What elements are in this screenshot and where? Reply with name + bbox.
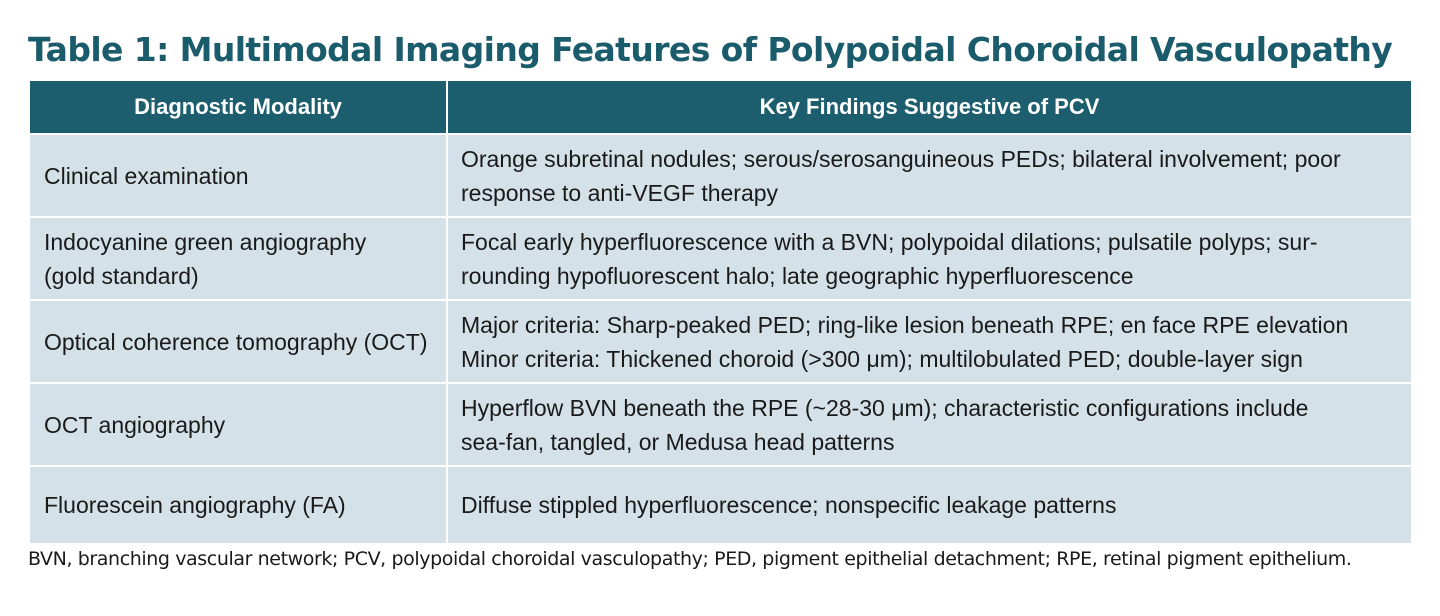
cell-text: Clinical examination (44, 162, 249, 189)
table-header-row (29, 80, 1412, 134)
modality-cell (29, 217, 447, 300)
table-row (29, 466, 1412, 544)
modality-cell (29, 300, 447, 383)
modality-cell (29, 383, 447, 466)
modality-cell (29, 134, 447, 217)
modality-cell (29, 466, 447, 544)
table-row (29, 217, 1412, 300)
findings-cell (447, 134, 1412, 217)
findings-cell (447, 383, 1412, 466)
cell-text: rounding hypofluorescent halo; late geographic hyperfluorescence (461, 262, 1134, 289)
findings-cell (447, 217, 1412, 300)
cell-text: Diffuse stippled hyperfluorescence; nonspecific leakage patterns (461, 492, 1117, 518)
cell-text: Fluorescein angiography (FA) (44, 492, 346, 518)
cell-text: Minor criteria: Thickened choroid (>300 μm); multilobulated PED; double-layer sign (461, 345, 1303, 372)
cell-text: Hyperflow BVN beneath the RPE (~28-30 μm); characteristic configurations include (461, 394, 1309, 421)
table-row (29, 134, 1412, 217)
cell-text: OCT angiography (44, 411, 226, 438)
column-header-modality: Diagnostic Modality (29, 80, 447, 134)
cell-text: (gold standard) (44, 262, 199, 289)
findings-cell (447, 466, 1412, 544)
table-row (29, 383, 1412, 466)
cell-text: Focal early hyperfluorescence with a BVN; polypoidal dilations; pulsatile polyps; sur- (461, 228, 1318, 255)
table-row (29, 300, 1412, 383)
findings-cell (447, 300, 1412, 383)
column-header-findings: Key Findings Suggestive of PCV (447, 80, 1412, 134)
cell-text: Orange subretinal nodules; serous/serosanguineous PEDs; bilateral involvement; poor (461, 145, 1341, 172)
cell-text: Major criteria: Sharp-peaked PED; ring-like lesion beneath RPE; en face RPE elevation (461, 311, 1349, 338)
cell-text: response to anti-VEGF therapy (461, 179, 779, 206)
table-footnote: BVN, branching vascular network; PCV, polypoidal choroidal vasculopathy; PED, pigment epithelial detachment; RPE, retinal pigment epithelium. (28, 548, 1352, 570)
imaging-features-table (28, 79, 1413, 545)
cell-text: Indocyanine green angiography (44, 228, 367, 255)
table-title: Table 1: Multimodal Imaging Features of Polypoidal Choroidal Vasculopathy (28, 30, 1393, 69)
cell-text: sea-fan, tangled, or Medusa head patterns (461, 428, 895, 455)
cell-text: Optical coherence tomography (OCT) (44, 328, 428, 355)
